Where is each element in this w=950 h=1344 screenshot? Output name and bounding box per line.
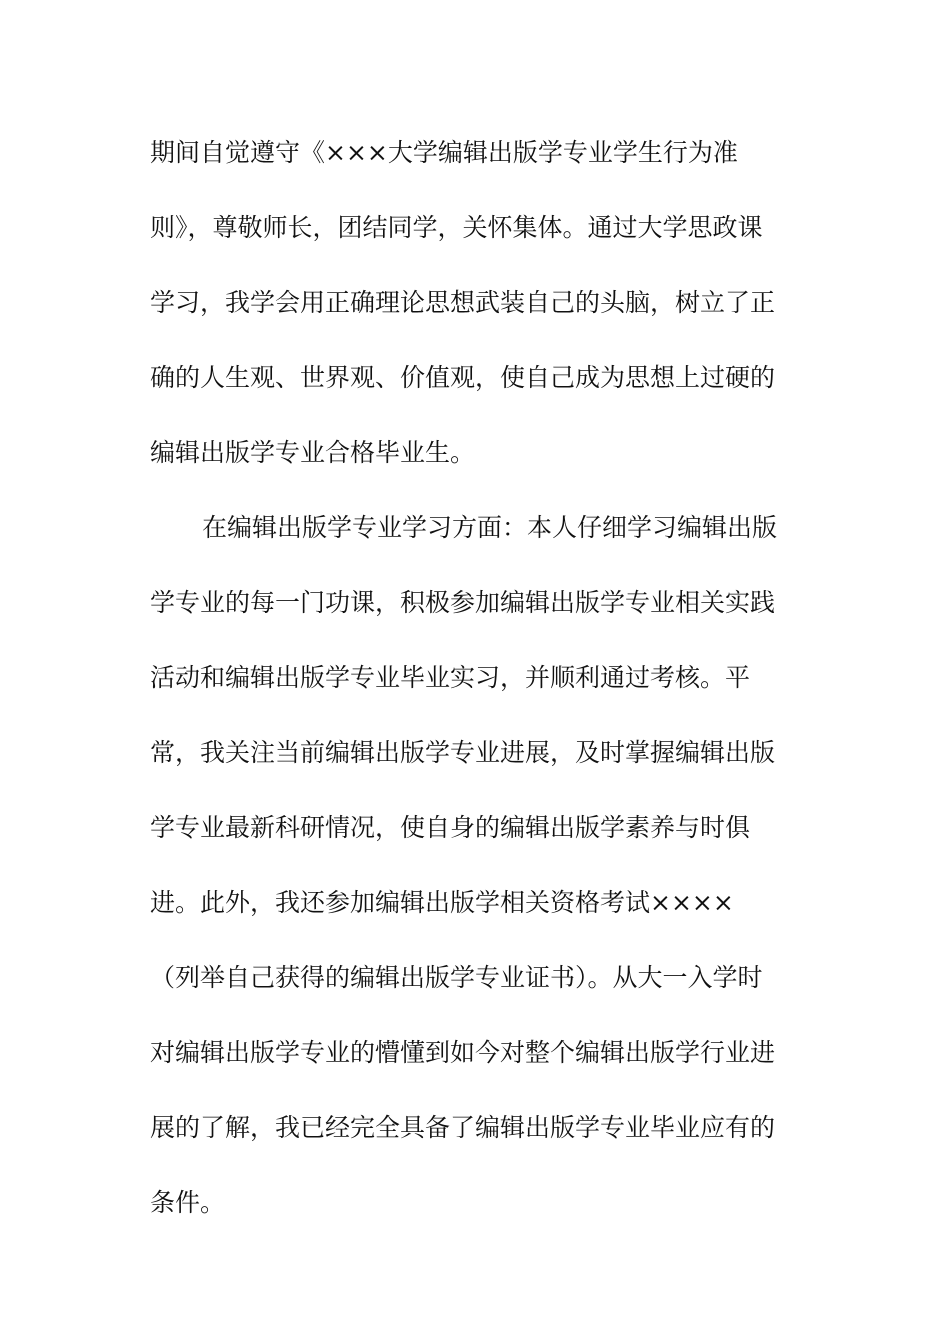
paragraph-line: 学习，我学会用正确理论思想武装自己的头脑，树立了正: [150, 288, 776, 317]
document-body: [150, 115, 800, 1240]
paragraph-line: 学专业的每一门功课，积极参加编辑出版学专业相关实践: [150, 588, 776, 617]
paragraph-line: 展的了解，我已经完全具备了编辑出版学专业毕业应有的: [150, 1113, 776, 1142]
paragraph-line: 对编辑出版学专业的懵懂到如今对整个编辑出版学行业进: [150, 1038, 776, 1067]
paragraph-line: 则》，尊敬师长，团结同学，关怀集体。通过大学思政课: [150, 213, 763, 242]
paragraph-line: 进。此外，我还参加编辑出版学相关资格考试××××: [150, 888, 734, 917]
paragraph-line: 常，我关注当前编辑出版学专业进展，及时掌握编辑出版: [150, 738, 776, 767]
paragraph-line: 学专业最新科研情况，使自身的编辑出版学素养与时俱: [150, 813, 751, 842]
paragraph-line: 期间自觉遵守《×××大学编辑出版学专业学生行为准: [150, 138, 738, 167]
paragraph-line: （列举自己获得的编辑出版学专业证书）。从大一入学时: [150, 963, 763, 992]
paragraph-line: 活动和编辑出版学专业毕业实习，并顺利通过考核。平: [150, 663, 751, 692]
paragraph-line: 条件。: [150, 1188, 226, 1217]
paragraph-line: 确的人生观、世界观、价值观，使自己成为思想上过硬的: [150, 363, 776, 392]
paragraph-line: 编辑出版学专业合格毕业生。: [150, 438, 476, 467]
paragraph-line: 在编辑出版学专业学习方面：本人仔细学习编辑出版: [202, 513, 778, 542]
